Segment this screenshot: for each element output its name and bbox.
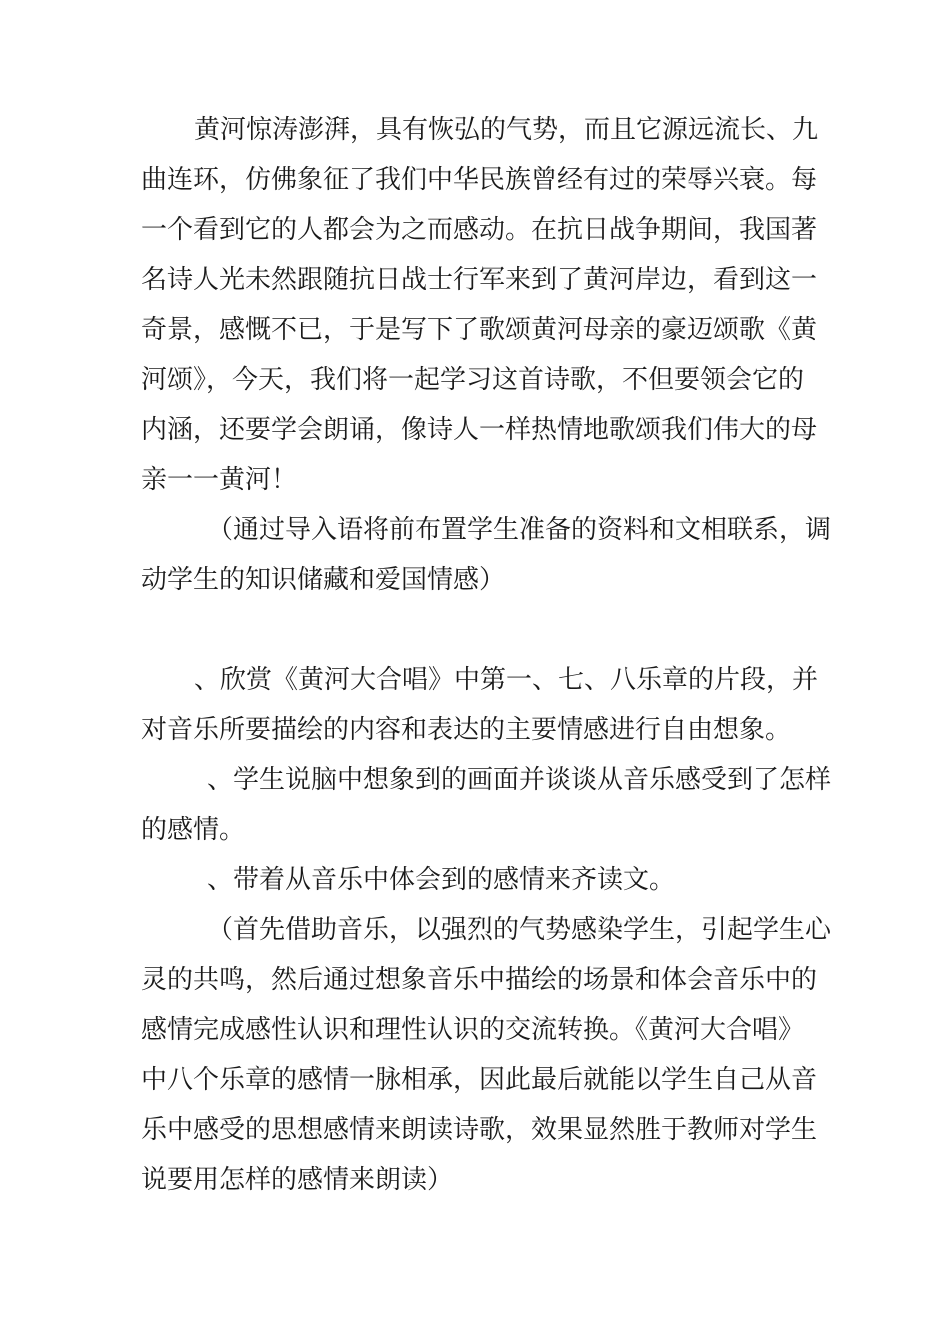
text-line: 奇景，感慨不已，于是写下了歌颂黄河母亲的豪迈颂歌《黄: [141, 315, 818, 345]
text-line: 曲连环，仿佛象征了我们中华民族曾经有过的荣辱兴衰。每: [141, 165, 818, 195]
text-line: 对音乐所要描绘的内容和表达的主要情感进行自由想象。: [141, 715, 792, 745]
text-line: 一个看到它的人都会为之而感动。在抗日战争期间，我国著: [141, 215, 818, 245]
text-line: 说要用怎样的感情来朗读）: [141, 1165, 454, 1195]
text-line: 、带着从音乐中体会到的感情来齐读文。: [207, 865, 676, 895]
text-line: 的感情。: [141, 815, 246, 845]
text-line: 、学生说脑中想象到的画面并谈谈从音乐感受到了怎样: [207, 765, 832, 795]
text-line: 内涵，还要学会朗诵，像诗人一样热情地歌颂我们伟大的母: [141, 415, 818, 445]
text-line: 动学生的知识储藏和爱国情感）: [141, 565, 506, 595]
text-line: （通过导入语将前布置学生准备的资料和文相联系，调: [207, 515, 832, 545]
text-line: 亲一一黄河！: [141, 465, 298, 495]
text-line: （首先借助音乐，以强烈的气势感染学生，引起学生心: [207, 915, 832, 945]
text-line: 名诗人光未然跟随抗日战士行军来到了黄河岸边，看到这一: [141, 265, 818, 295]
text-line: 黄河惊涛澎湃，具有恢弘的气势，而且它源远流长、九: [194, 115, 819, 145]
text-line: 中八个乐章的感情一脉相承，因此最后就能以学生自己从音: [141, 1065, 818, 1095]
text-line: 感情完成感性认识和理性认识的交流转换。《黄河大合唱》: [141, 1015, 805, 1045]
text-line: 乐中感受的思想感情来朗读诗歌，效果显然胜于教师对学生: [141, 1115, 818, 1145]
text-line: 、欣赏《黄河大合唱》中第一、七、八乐章的片段，并: [194, 665, 819, 695]
text-line: 河颂》，今天，我们将一起学习这首诗歌，不但要领会它的: [141, 365, 805, 395]
text-line: 灵的共鸣，然后通过想象音乐中描绘的场景和体会音乐中的: [141, 965, 818, 995]
